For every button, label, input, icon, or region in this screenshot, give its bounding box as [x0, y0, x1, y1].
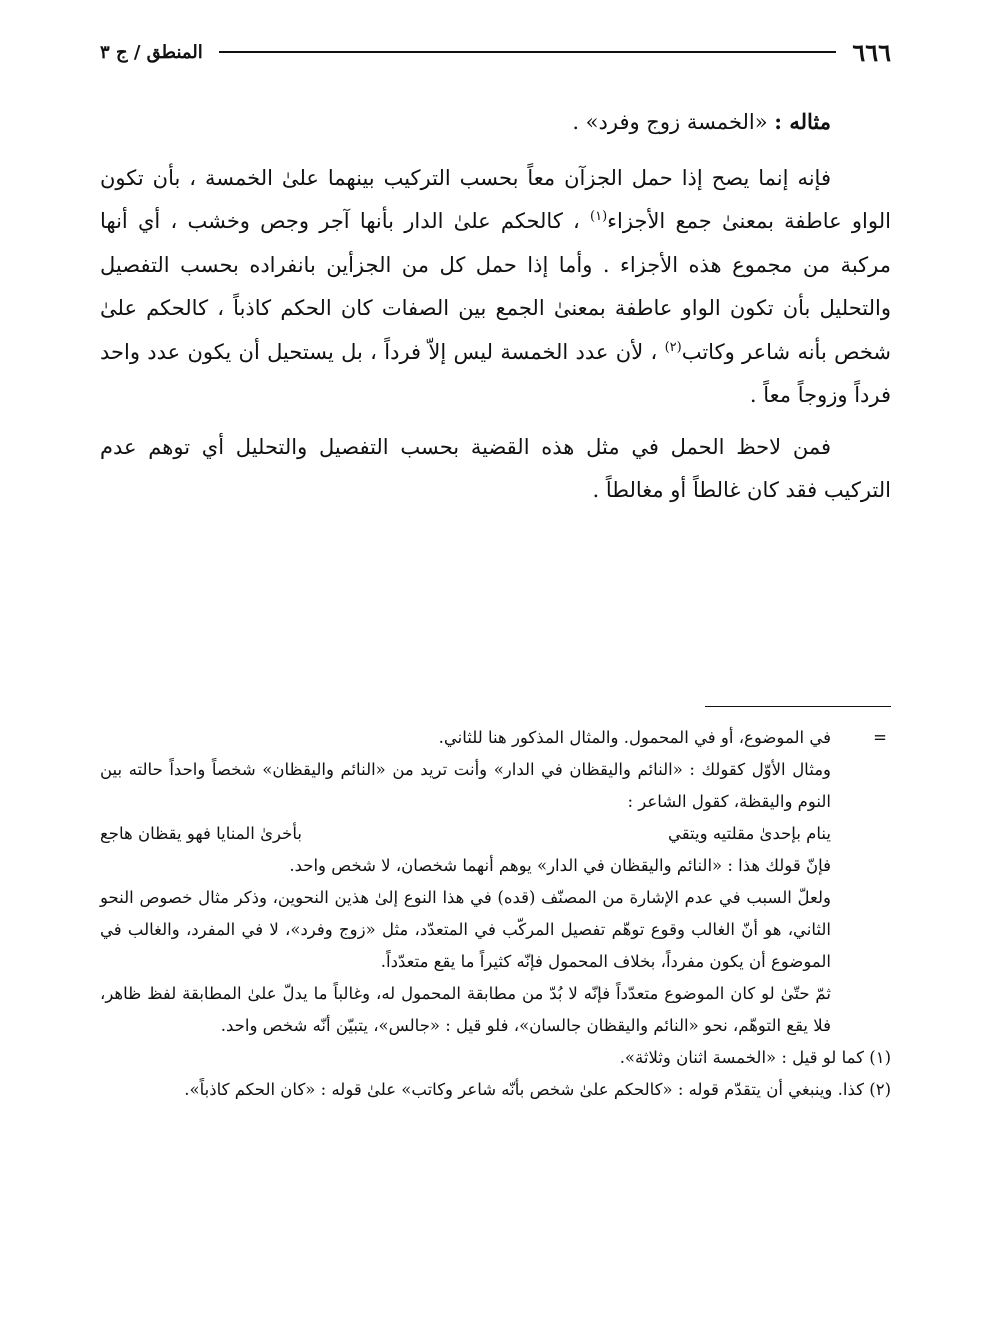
footnote-ref-1: (١) — [590, 209, 608, 224]
poem-hemistich-right: ينام بإحدىٰ مقلتيه ويتقي — [667, 824, 831, 843]
footnote-paragraph: ومثال الأوّل كقولك : «النائم واليقظان في الدار» وأنت تريد من «النائم واليقظان» شخصاً واحداً حالته بين النوم واليقظة، كقول الشاعر : — [100, 760, 831, 811]
running-head: المنطق / ج ٣ — [100, 41, 203, 63]
example-paragraph — [100, 100, 891, 145]
footnote-separator — [705, 706, 891, 707]
footnote-ref-2: (٢) — [664, 339, 682, 355]
poem-verse — [100, 818, 831, 850]
footnote-paragraph: فإنّ قولك هذا : «النائم واليقظان في الدار» يوهم أنهما شخصان، لا شخص واحد. — [289, 856, 831, 875]
page-number: ٦٦٦ — [852, 37, 891, 67]
footnote-1 — [100, 1042, 891, 1074]
footnote-line: في الموضوع، أو في المحمول. والمثال المذكور هنا للثاني. — [438, 728, 831, 747]
explanation-part-3: ، لأن عدد الخمسة ليس إلاّ فرداً ، بل يستحيل أن يكون عدد واحد فرداً وزوجاً معاً . — [100, 339, 891, 407]
footnote-2-number: (٢) — [869, 1080, 891, 1099]
example-text: «الخمسة زوج وفرد» . — [572, 110, 768, 134]
footnote-paragraph: ثمّ حتّىٰ لو كان الموضوع متعدّداً فإنّه لا بُدّ من مطابقة المحمول له، وغالباً ما يدلّ علىٰ المطابقة لفظ ظاهر، فلا يقع التوهّم، نحو «النائم واليقظان جالسان»، فلو قيل : «جالس»، يتبيّن أنّه شخص واحد. — [100, 984, 831, 1035]
footnote-2 — [100, 1074, 891, 1106]
explanation-part-1: فإنه إنما يصح إذا حمل الجزآن معاً بحسب التركيب بينهما علىٰ الخمسة ، بأن تكون الواو عاطفة بمعنىٰ جمع الأجزاء — [100, 165, 891, 233]
footnote-1-number: (١) — [869, 1048, 891, 1067]
footnote-1-text: كما لو قيل : «الخمسة اثنان وثلاثة». — [619, 1048, 864, 1067]
footnote-2-text: كذا. وينبغي أن يتقدّم قوله : «كالحكم علىٰ شخص بأنّه شاعر وكاتب» علىٰ قوله : «كان الحكم كاذباً». — [184, 1080, 864, 1099]
explanation-part-2: ، كالحكم علىٰ الدار بأنها آجر وجص وخشب ، أي أنها مركبة من مجموع هذه الأجزاء . وأما إذا حمل كل من الجزأين بانفراده بحسب التفصيل والتحليل بأن تكون الواو عاطفة بمعنىٰ الجمع بين الصفات كان الحكم كاذباً ، كالحكم علىٰ شخص بأنه شاعر وكاتب — [100, 209, 891, 364]
page-header — [100, 38, 891, 66]
header-rule — [219, 51, 837, 53]
continuation-mark: = — [873, 728, 887, 747]
footnote-continuation — [100, 722, 891, 1042]
footnotes-section — [100, 722, 891, 1106]
main-text — [100, 100, 891, 521]
footnote-paragraph: ولعلّ السبب في عدم الإشارة من المصنّف (قده) في هذا النوع إلىٰ هذين النحوين، وذكر مثال خصوص النحو الثاني، هو أنّ الغالب وقوع توهّم تفصيل المركّب في المتعدّد، مثل «زوج وفرد»، لا في المفرد، والغالب في الموضوع أن يكون مفرداً، بخلاف المحمول فإنّه كثيراً ما يقع متعدّداً. — [100, 888, 831, 971]
example-label: مثاله : — [774, 109, 831, 134]
conclusion-paragraph: فمن لاحظ الحمل في مثل هذه القضية بحسب التفصيل والتحليل أي توهم عدم التركيب فقد كان غالطاً أو مغالطاً . — [100, 434, 891, 502]
poem-hemistich-left: بأخرىٰ المنايا فهو يقظان هاجع — [100, 824, 302, 843]
explanation-paragraph — [100, 157, 891, 418]
